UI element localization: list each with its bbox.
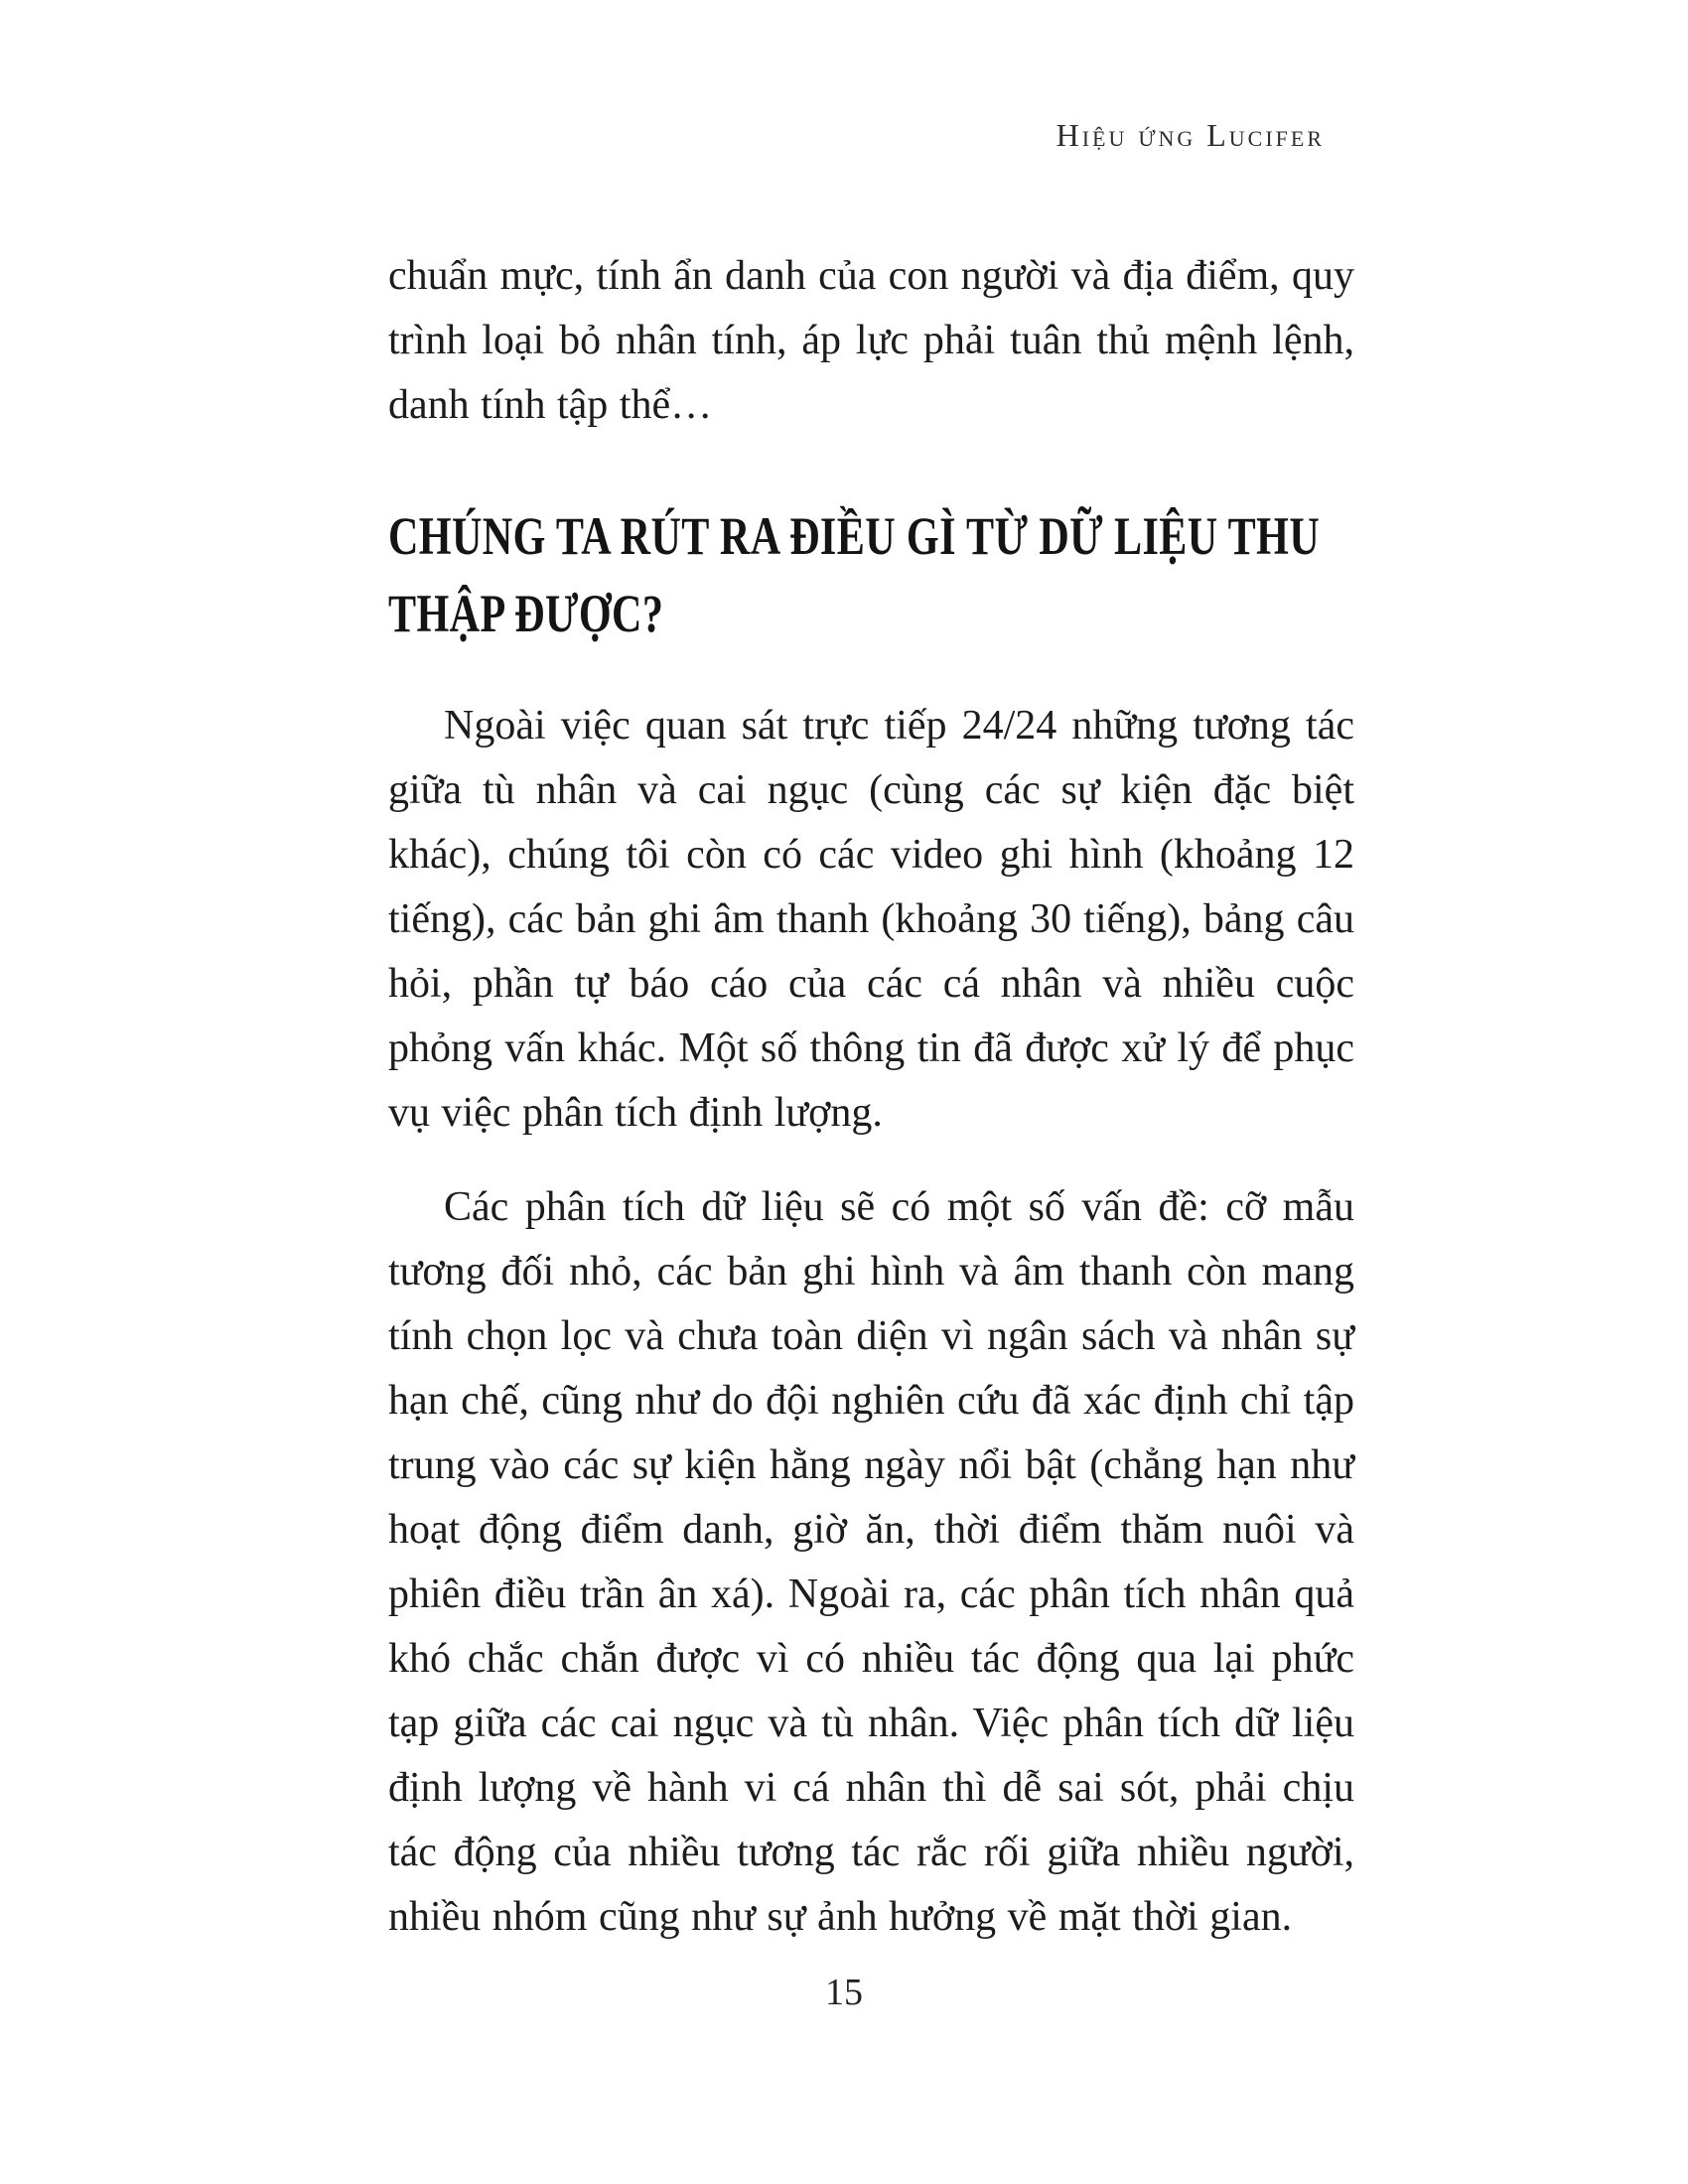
body-paragraph: Ngoài việc quan sát trực tiếp 24/24 những tương tác giữa tù nhân và cai ngục (cùng các sự kiện đặc biệt khác), chúng tôi còn có các video ghi hình (khoảng 12 tiếng), các bản ghi âm thanh (khoảng 30 tiếng), bảng câu hỏi, phần tự báo cáo của các cá nhân và nhiều cuộc phỏng vấn khác. Một số thông tin đã được xử lý để phục vụ việc phân tích định lượng. <box>388 703 1354 1136</box>
running-header: Hiệu ứng Lucifer <box>1055 117 1325 153</box>
section-heading-line-2: THẬP ĐƯỢC? <box>388 584 664 643</box>
section-heading <box>388 497 1354 652</box>
section-heading-line-1: CHÚNG TA RÚT RA ĐIỀU GÌ TỪ DỮ LIỆU THU <box>388 506 1321 566</box>
section-heading-text <box>388 497 1356 652</box>
body-paragraph: Các phân tích dữ liệu sẽ có một số vấn đề: cỡ mẫu tương đối nhỏ, các bản ghi hình và âm thanh còn mang tính chọn lọc và chưa toàn diện vì ngân sách và nhân sự hạn chế, cũng như do đội nghiên cứu đã xác định chỉ tập trung vào các sự kiện hằng ngày nổi bật (chẳng hạn như hoạt động điểm danh, giờ ăn, thời điểm thăm nuôi và phiên điều trần ân xá). Ngoài ra, các phân tích nhân quả khó chắc chắn được vì có nhiều tác động qua lại phức tạp giữa các cai ngục và tù nhân. Việc phân tích dữ liệu định lượng về hành vi cá nhân thì dễ sai sót, phải chịu tác động của nhiều tương tác rắc rối giữa nhiều người, nhiều nhóm cũng như sự ảnh hưởng về mặt thời gian. <box>388 1184 1354 1940</box>
page-number: 15 <box>825 1972 863 2013</box>
text-column <box>388 0 1354 1950</box>
body-paragraph-opening: chuẩn mực, tính ẩn danh của con người và địa điểm, quy trình loại bỏ nhân tính, áp lực phải tuân thủ mệnh lệnh, danh tính tập thể… <box>388 253 1354 428</box>
